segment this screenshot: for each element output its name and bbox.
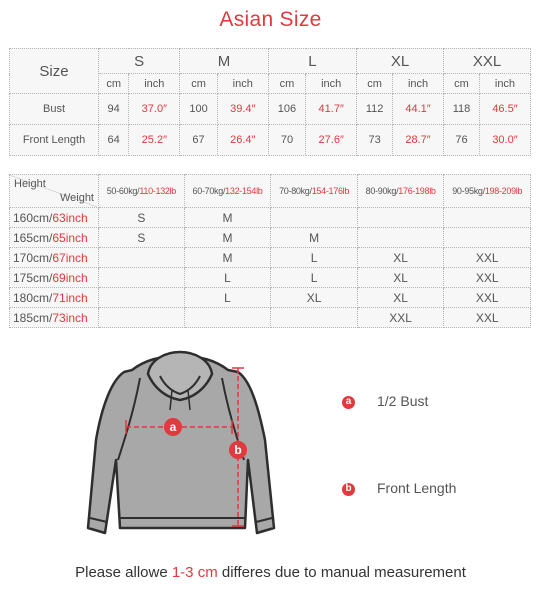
unit-header: cm <box>180 74 217 94</box>
size-cell <box>271 308 358 328</box>
weight-kg: 70-80kg/ <box>279 186 312 196</box>
size-cell <box>99 308 185 328</box>
table-row <box>10 208 531 228</box>
height-label-cell <box>10 248 99 268</box>
size-cell: XXL <box>444 308 531 328</box>
size-cell: XXL <box>357 308 444 328</box>
height-weight-corner <box>10 175 99 208</box>
height-label-cell <box>10 228 99 248</box>
size-cell <box>357 228 444 248</box>
weight-kg: 50-60kg/ <box>106 186 140 196</box>
bust-inch: 44.1″ <box>393 94 444 125</box>
length-cm: 67 <box>180 125 217 156</box>
size-cell: XL <box>357 288 444 308</box>
weight-kg: 90-95kg/ <box>452 186 485 196</box>
size-cell <box>357 208 444 228</box>
weight-kg: 60-70kg/ <box>192 186 226 196</box>
bust-inch: 39.4″ <box>217 94 268 125</box>
height-label-cell <box>10 208 99 228</box>
unit-header: inch <box>217 74 268 94</box>
height-label: Height <box>14 178 46 190</box>
table-row <box>10 248 531 268</box>
badge-b-icon: b <box>342 483 355 496</box>
height-cm: 165cm/ <box>13 230 53 245</box>
legend-label: Front Length <box>377 480 457 496</box>
weight-kg: 80-90kg/ <box>365 186 399 196</box>
height-weight-table <box>9 174 531 328</box>
size-col-header: S <box>99 49 180 74</box>
size-cell <box>184 308 271 328</box>
badge-a-icon: a <box>342 396 355 409</box>
weight-label: Weight <box>59 192 94 204</box>
weight-lb: 110-132lb <box>139 186 177 196</box>
size-col-header: M <box>180 49 268 74</box>
unit-header: cm <box>99 74 129 94</box>
height-cm: 180cm/ <box>13 290 53 305</box>
height-inch: 69inch <box>52 270 88 285</box>
row-label-front-length: Front Length <box>10 125 99 156</box>
height-cm: 160cm/ <box>13 210 53 225</box>
length-cm: 64 <box>99 125 129 156</box>
height-cm: 170cm/ <box>13 250 53 265</box>
size-cell: XL <box>271 288 358 308</box>
bust-cm: 118 <box>444 94 480 125</box>
unit-header: inch <box>479 74 530 94</box>
unit-header: cm <box>268 74 305 94</box>
table-row <box>10 308 531 328</box>
size-cell: XXL <box>444 268 531 288</box>
note-text: Please allowe <box>75 564 172 581</box>
weight-range-header <box>357 175 444 208</box>
hoodie-icon <box>60 350 300 545</box>
length-inch: 30.0″ <box>479 125 530 156</box>
weight-range-header <box>271 175 358 208</box>
svg-text:b: b <box>234 443 242 457</box>
unit-header: inch <box>306 74 357 94</box>
measurement-note <box>0 564 541 581</box>
length-inch: 25.2″ <box>129 125 180 156</box>
bust-row <box>10 94 531 125</box>
height-inch: 63inch <box>52 210 88 225</box>
length-inch: 26.4″ <box>217 125 268 156</box>
page-title: Asian Size <box>219 8 322 31</box>
weight-lb: 132-154lb <box>225 186 263 196</box>
table-row <box>10 268 531 288</box>
height-inch: 71inch <box>52 290 88 305</box>
size-cell <box>444 228 531 248</box>
size-col-header: XXL <box>444 49 531 74</box>
weight-lb: 176-198lb <box>398 186 436 196</box>
size-cell: M <box>271 228 358 248</box>
length-cm: 73 <box>357 125 393 156</box>
height-label-cell <box>10 308 99 328</box>
size-cell: M <box>184 228 271 248</box>
bust-cm: 94 <box>99 94 129 125</box>
table-row <box>10 288 531 308</box>
size-cell: S <box>99 228 185 248</box>
length-cm: 76 <box>444 125 480 156</box>
weight-range-header <box>99 175 185 208</box>
legend-front-length <box>342 480 456 496</box>
unit-header: inch <box>393 74 444 94</box>
size-cell: L <box>184 288 271 308</box>
svg-text:a: a <box>169 420 177 434</box>
size-cell: M <box>184 208 271 228</box>
height-inch: 65inch <box>52 230 88 245</box>
legend-label: 1/2 Bust <box>377 393 429 409</box>
height-label-cell <box>10 288 99 308</box>
unit-header: inch <box>129 74 180 94</box>
size-cell: XL <box>357 268 444 288</box>
note-highlight: 1-3 cm <box>171 564 218 581</box>
size-cell: L <box>184 268 271 288</box>
legend-bust <box>342 393 428 409</box>
size-cell: XXL <box>444 248 531 268</box>
weight-lb: 154-176lb <box>311 186 350 196</box>
size-cell <box>99 288 185 308</box>
size-cell: L <box>271 248 358 268</box>
height-cm: 185cm/ <box>13 310 53 325</box>
bust-cm: 112 <box>357 94 393 125</box>
length-inch: 28.7″ <box>393 125 444 156</box>
note-text: differes due to manual measurement <box>217 564 466 581</box>
row-label-bust: Bust <box>10 94 99 125</box>
front-length-row <box>10 125 531 156</box>
bust-cm: 100 <box>180 94 217 125</box>
bust-inch: 41.7″ <box>306 94 357 125</box>
size-cell <box>444 208 531 228</box>
size-table <box>9 48 531 156</box>
weight-range-header <box>184 175 271 208</box>
size-cell: S <box>99 208 185 228</box>
size-cell: M <box>184 248 271 268</box>
table-row <box>10 228 531 248</box>
height-inch: 73inch <box>52 310 88 325</box>
height-label-cell <box>10 268 99 288</box>
bust-inch: 46.5″ <box>479 94 530 125</box>
bust-cm: 106 <box>268 94 305 125</box>
weight-range-header <box>444 175 531 208</box>
size-cell: L <box>271 268 358 288</box>
size-cell: XXL <box>444 288 531 308</box>
height-inch: 67inch <box>52 250 88 265</box>
bust-inch: 37.0″ <box>129 94 180 125</box>
size-cell: XL <box>357 248 444 268</box>
unit-header: cm <box>357 74 393 94</box>
length-inch: 27.6″ <box>306 125 357 156</box>
size-cell <box>271 208 358 228</box>
unit-header: cm <box>444 74 480 94</box>
size-col-header: XL <box>357 49 444 74</box>
size-cell <box>99 248 185 268</box>
size-col-header: L <box>268 49 356 74</box>
hoodie-diagram <box>60 350 300 545</box>
height-cm: 175cm/ <box>13 270 53 285</box>
weight-lb: 198-209lb <box>484 186 523 196</box>
length-cm: 70 <box>268 125 305 156</box>
size-cell <box>99 268 185 288</box>
size-header: Size <box>10 49 99 94</box>
